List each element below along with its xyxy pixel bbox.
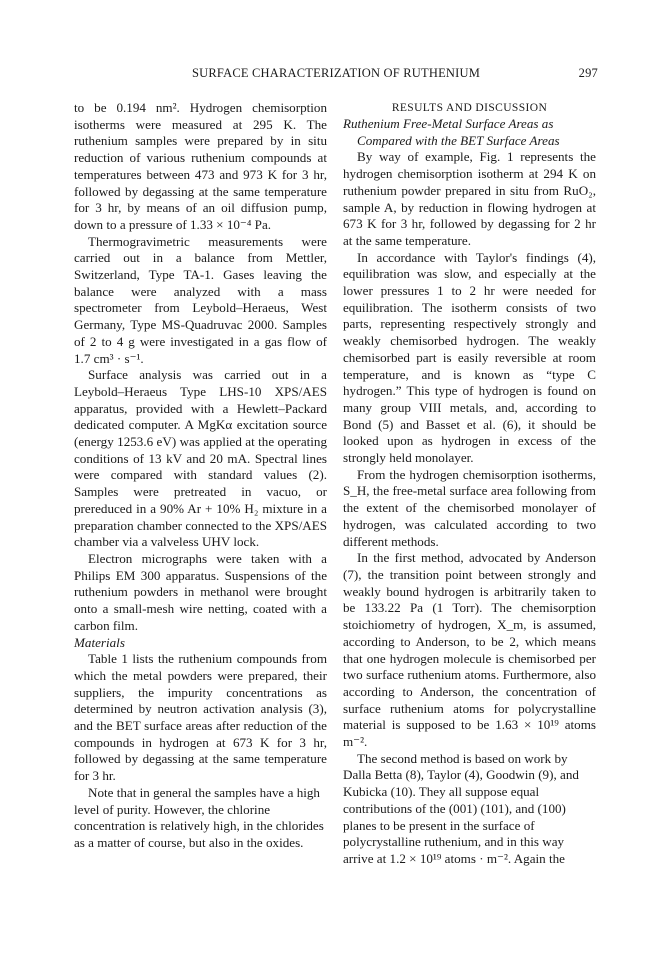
paragraph: In the first method, advocated by Anderson (7), the transition point between strongly and weakly bound hydrogen is arbitrarily taken to be 133.22 Pa (1 Torr). The chemisorption stoichiometry of hydrogen, X_m, is assumed, according to Anderson, to be 2, which means that one hydrogen molecule is chemisorbed per two surface ruthenium atoms. Furthermore, also according to Anderson, the concentration of surface ruthenium atoms for polycrystalline material is supposed to be 1.63 × 10¹⁹ atoms m⁻². bbox=[343, 550, 596, 750]
running-title: SURFACE CHARACTERIZATION OF RUTHENIUM bbox=[191, 66, 481, 80]
paragraph: From the hydrogen chemisorption isotherms, S_H, the free-metal surface area following from the extent of the chemisorbed monolayer of hydrogen, was calculated according to two different methods. bbox=[343, 466, 596, 549]
paragraph: Note that in general the samples have a high level of purity. However, the chlorine concentration is relatively high, in the chlorides as a matter of course, but also in the oxides. bbox=[74, 784, 324, 850]
left-column bbox=[74, 100, 327, 852]
paragraph: By way of example, Fig. 1 represents the hydrogen chemisorption isotherm at 294 K on ruthenium powder prepared in situ from RuO₂, sample A, by reduction in flowing hydrogen at 673 K for 3 hr, followed by degassing for 2 hr at the same temperature. bbox=[343, 149, 596, 248]
paragraph: Table 1 lists the ruthenium compounds from which the metal powders were prepared, their suppliers, the impurity concentrations as determined by neutron activation analysis (3), and the BET surface areas after reduction of the compounds in hydrogen at 673 K for 3 hr, followed by degassing at the same temperature for 3 hr. bbox=[74, 651, 327, 784]
paragraph: to be 0.194 nm². Hydrogen chemisorption isotherms were measured at 295 K. The ruthenium samples were prepared by in situ reduction of various ruthenium compounds at temperatures between 473 and 973 K for 3 hr, followed by degassing at the same temperature for 3 hr, by means of an oil diffusion pump, down to a pressure of 1.33 × 10⁻⁴ Pa. bbox=[74, 100, 327, 232]
right-column bbox=[343, 100, 596, 868]
section-heading: RESULTS AND DISCUSSION bbox=[391, 102, 548, 114]
subheading-materials: Materials bbox=[74, 634, 125, 650]
subheading-line-2: Compared with the BET Surface Areas bbox=[357, 132, 560, 148]
running-head bbox=[74, 66, 598, 86]
page-number: 297 bbox=[578, 66, 598, 80]
subheading-surface-areas bbox=[343, 116, 596, 149]
paragraph: In accordance with Taylor's findings (4), equilibration was slow, and especially at the lower pressures 1 to 2 hr were needed for equilibration. The isotherm consists of two parts, representing respectively strongly and weakly chemisorbed hydrogen. The weakly chemisorbed part is easily reversible at room temperature, and is known as “type C hydrogen.” This type of hydrogen is found on many group VIII metals, and, according to Bond (5) and Basset et al. (6), it should be looked upon as hydrogen in excess of the strongly held monolayer. bbox=[343, 249, 596, 466]
paragraph: Surface analysis was carried out in a Leybold–Heraeus Type LHS-10 XPS/AES apparatus, provided with a Hewlett–Packard dedicated computer. A MgKα excitation source (energy 1253.6 eV) was applied at the operating conditions of 13 kV and 20 mA. Spectral lines were compared with standard values (2). Samples were pretreated in vacuo, or prereduced in a 90% Ar + 10% H₂ mixture in a preparation chamber connected to the XPS/AES chamber via a valveless UHV lock. bbox=[74, 367, 327, 550]
subheading-line-1: Ruthenium Free-Metal Surface Areas as bbox=[343, 116, 554, 131]
paragraph: Electron micrographs were taken with a Philips EM 300 apparatus. Suspensions of the ruthenium powders in methanol were brought onto a small-mesh wire netting, coated with a carbon film. bbox=[74, 550, 327, 633]
paragraph: The second method is based on work by Dalla Betta (8), Taylor (4), Goodwin (9), and Kubicka (10). They all suppose equal contributions of the (001) (101), and (100) planes to be present in the surface of polycrystalline ruthenium, and in this way arrive at 1.2 × 10¹⁹ atoms · m⁻². Again the bbox=[343, 750, 579, 866]
paragraph: Thermogravimetric measurements were carried out in a balance from Mettler, Switzerland, Type TA-1. Gases leaving the balance were analyzed with a mass spectrometer from Leybold–Heraeus, West Germany, Type MS-Quadruvac 2000. Samples of 2 to 4 g were investigated in a gas flow of 1.7 cm³ · s⁻¹. bbox=[74, 233, 327, 366]
